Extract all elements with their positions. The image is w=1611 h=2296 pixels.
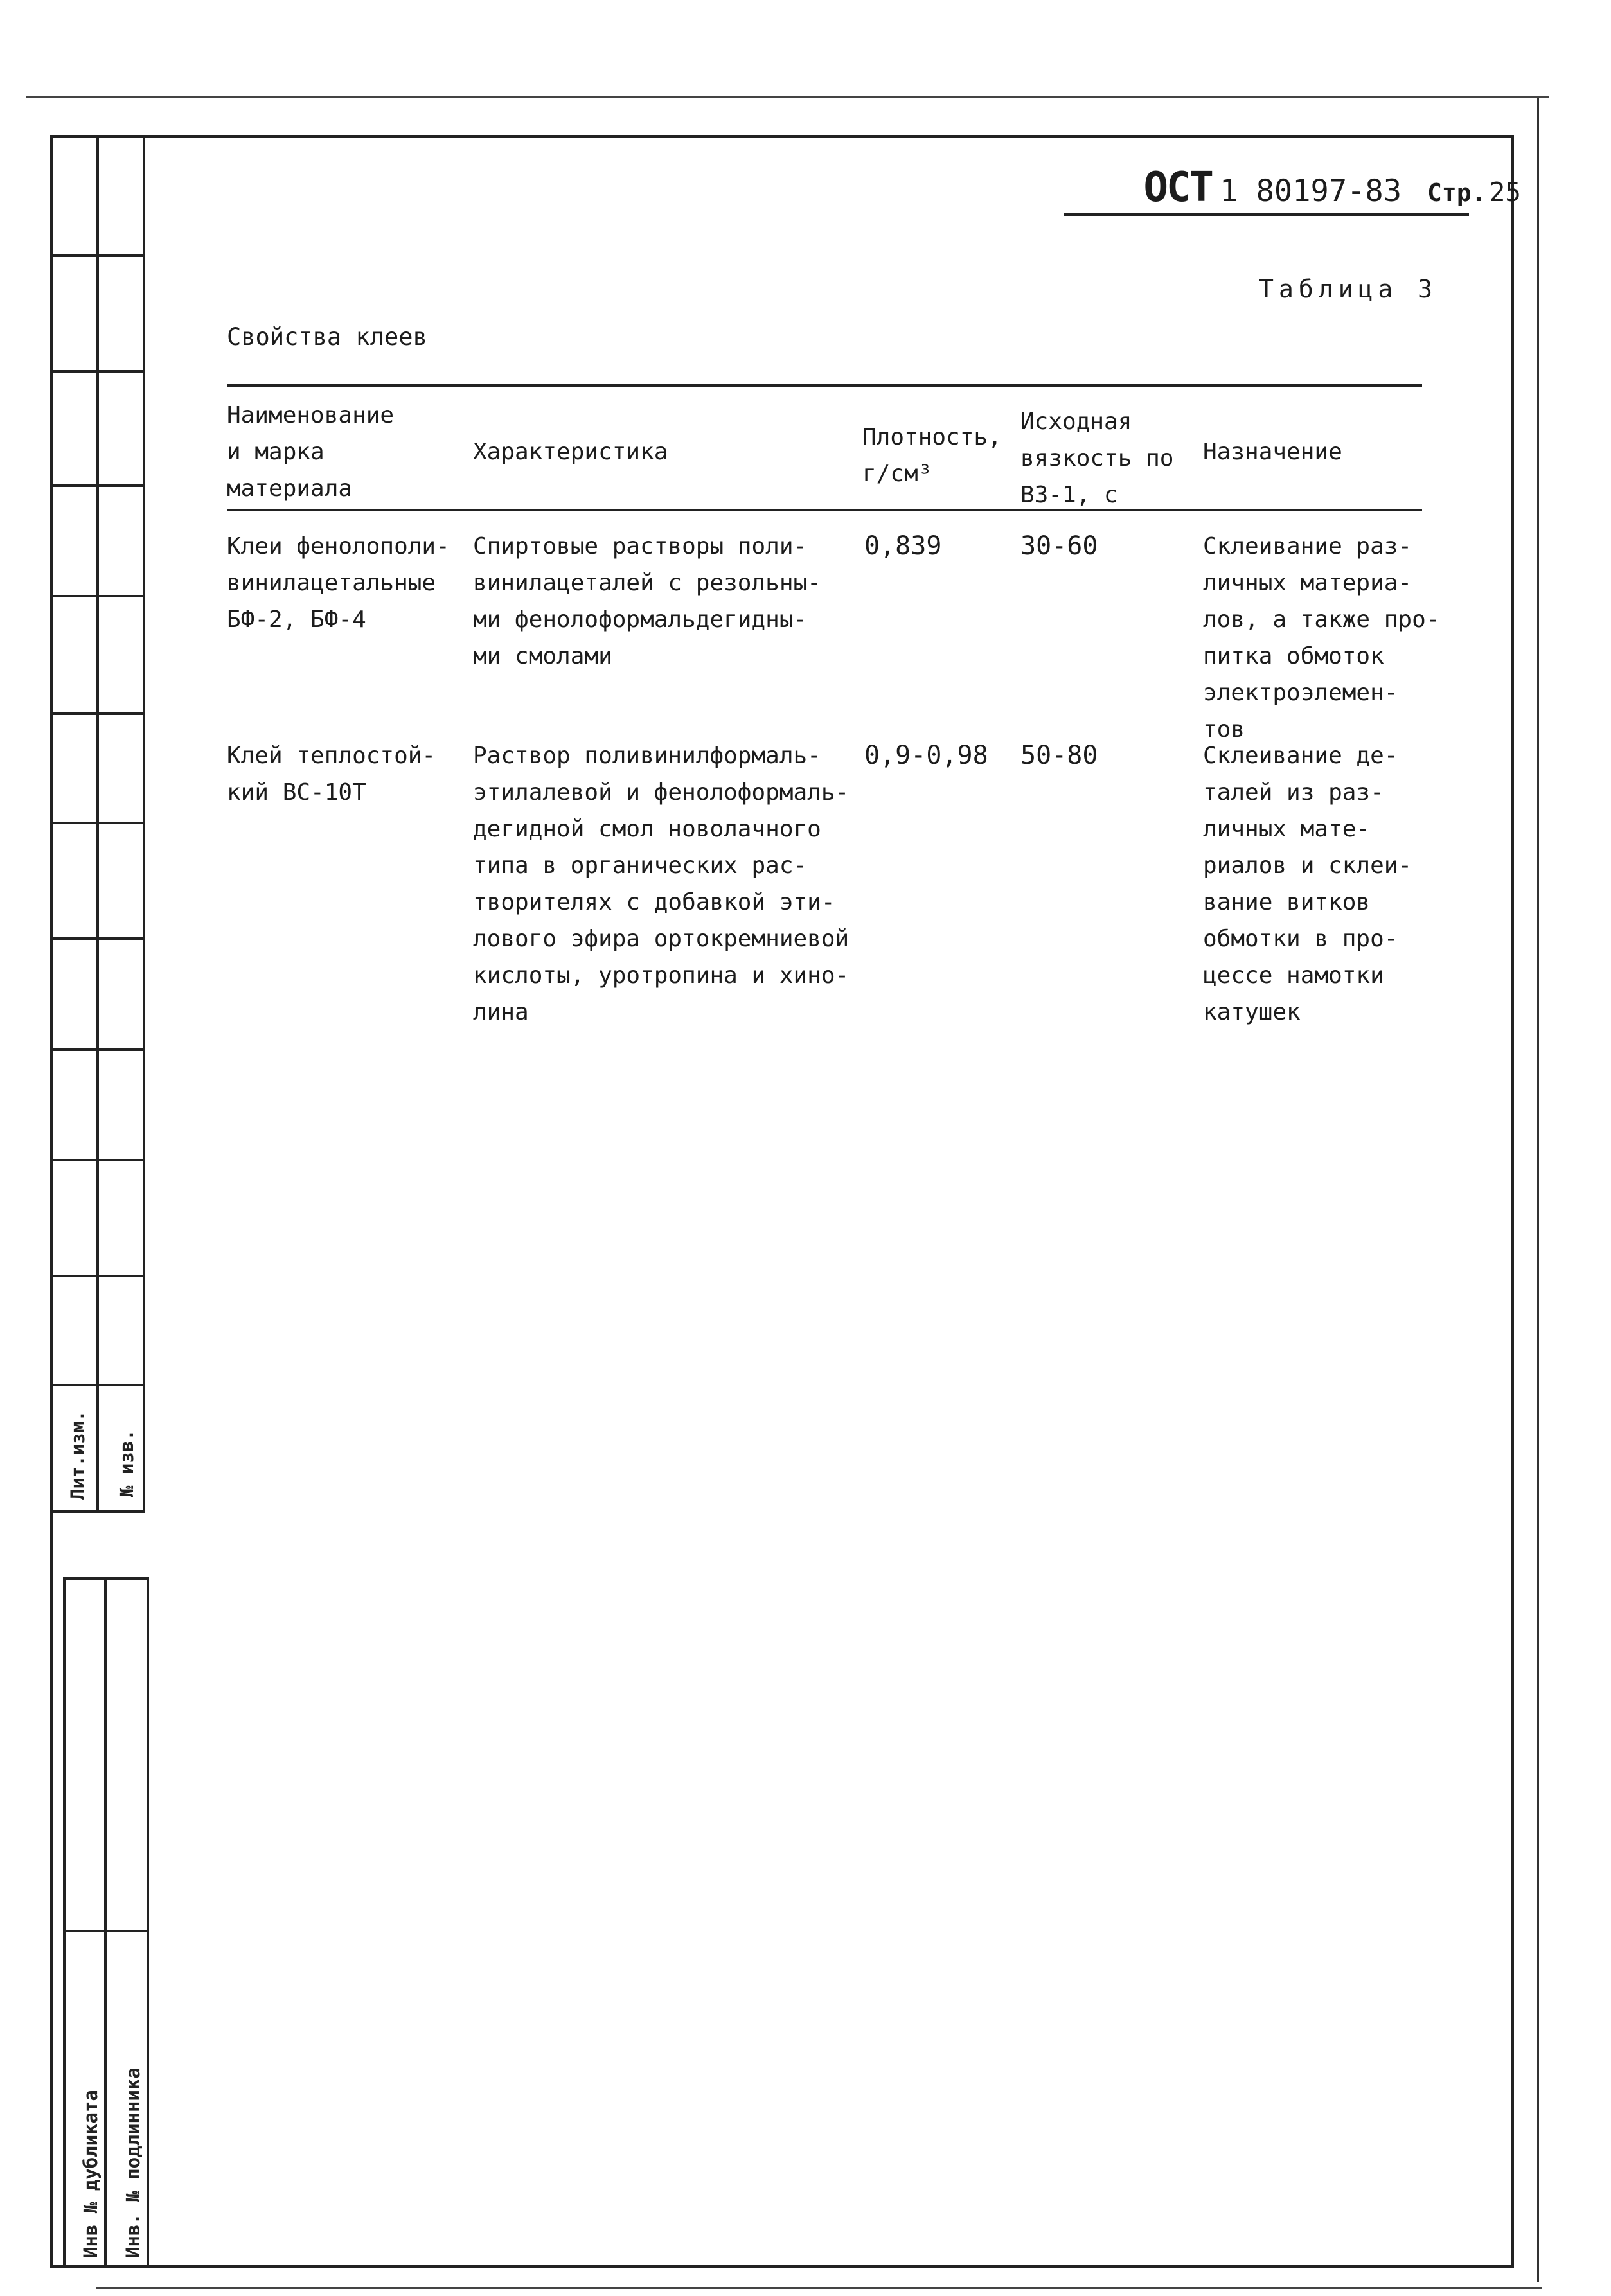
row1-density: 0,839 [864, 531, 942, 561]
right-border-line [1537, 98, 1539, 2282]
margin-label-inv-podlinnika: Инв. № подлинника [122, 2067, 144, 2258]
margin-label-no-izv: № изв. [116, 1429, 138, 1497]
col-header-name: Наименование и марка материала [227, 402, 395, 502]
document-header [1143, 164, 1521, 211]
margin-label-inv-dublikata: Инв № дубликата [80, 2090, 102, 2258]
col-header-characteristic: Характеристика [473, 439, 668, 465]
row2-characteristic: Раствор поливинилформаль- этилалевой и фенолоформаль- дегидной смол новолачного типа в органических рас- творителях с добавкой эти- лового эфира ортокремниевой кислоты, уротропина и хино- лина [473, 743, 850, 1025]
margin-strip-upper [50, 135, 145, 1513]
col-header-viscosity: Исходная вязкость по ВЗ-1, с [1020, 409, 1174, 508]
standard-code: ОСТ [1143, 164, 1213, 211]
row2-purpose: Склеивание де- талей из раз- личных мате- риалов и склеи- вание витков обмотки в про- цессе намотки катушек [1203, 743, 1412, 1025]
row2-viscosity: 50-80 [1020, 741, 1098, 770]
row2-density: 0,9-0,98 [864, 741, 988, 770]
bottom-border-line [96, 2287, 1542, 2289]
col-header-density: Плотность, г/см³ [862, 424, 1002, 487]
row1-purpose: Склеивание раз- личных материа- лов, а также про- питка обмоток электроэлемен- тов [1203, 533, 1440, 743]
table-header-rule [227, 509, 1422, 511]
header-underline [1064, 213, 1469, 216]
row1-characteristic: Спиртовые растворы поли- винилацеталей с резольны- ми фенолоформальдегидны- ми смолами [473, 533, 821, 669]
row1-viscosity: 30-60 [1020, 531, 1098, 561]
table-caption: Свойства клеев [227, 323, 427, 351]
row1-name: Клеи фенолополи- винилацетальные БФ-2, БФ-4 [227, 533, 450, 633]
row2-name: Клей теплостой- кий ВС-10Т [227, 743, 436, 806]
table-top-rule [227, 384, 1422, 387]
page-label: Стр. [1427, 179, 1486, 207]
doc-number: 1 80197-83 [1220, 173, 1402, 209]
table-label: Таблица 3 [1259, 275, 1437, 303]
top-border-line [26, 96, 1549, 98]
col-header-purpose: Назначение [1203, 439, 1342, 465]
page-number: 25 [1489, 177, 1521, 208]
margin-label-lit-izm: Лит.изм. [67, 1410, 89, 1500]
